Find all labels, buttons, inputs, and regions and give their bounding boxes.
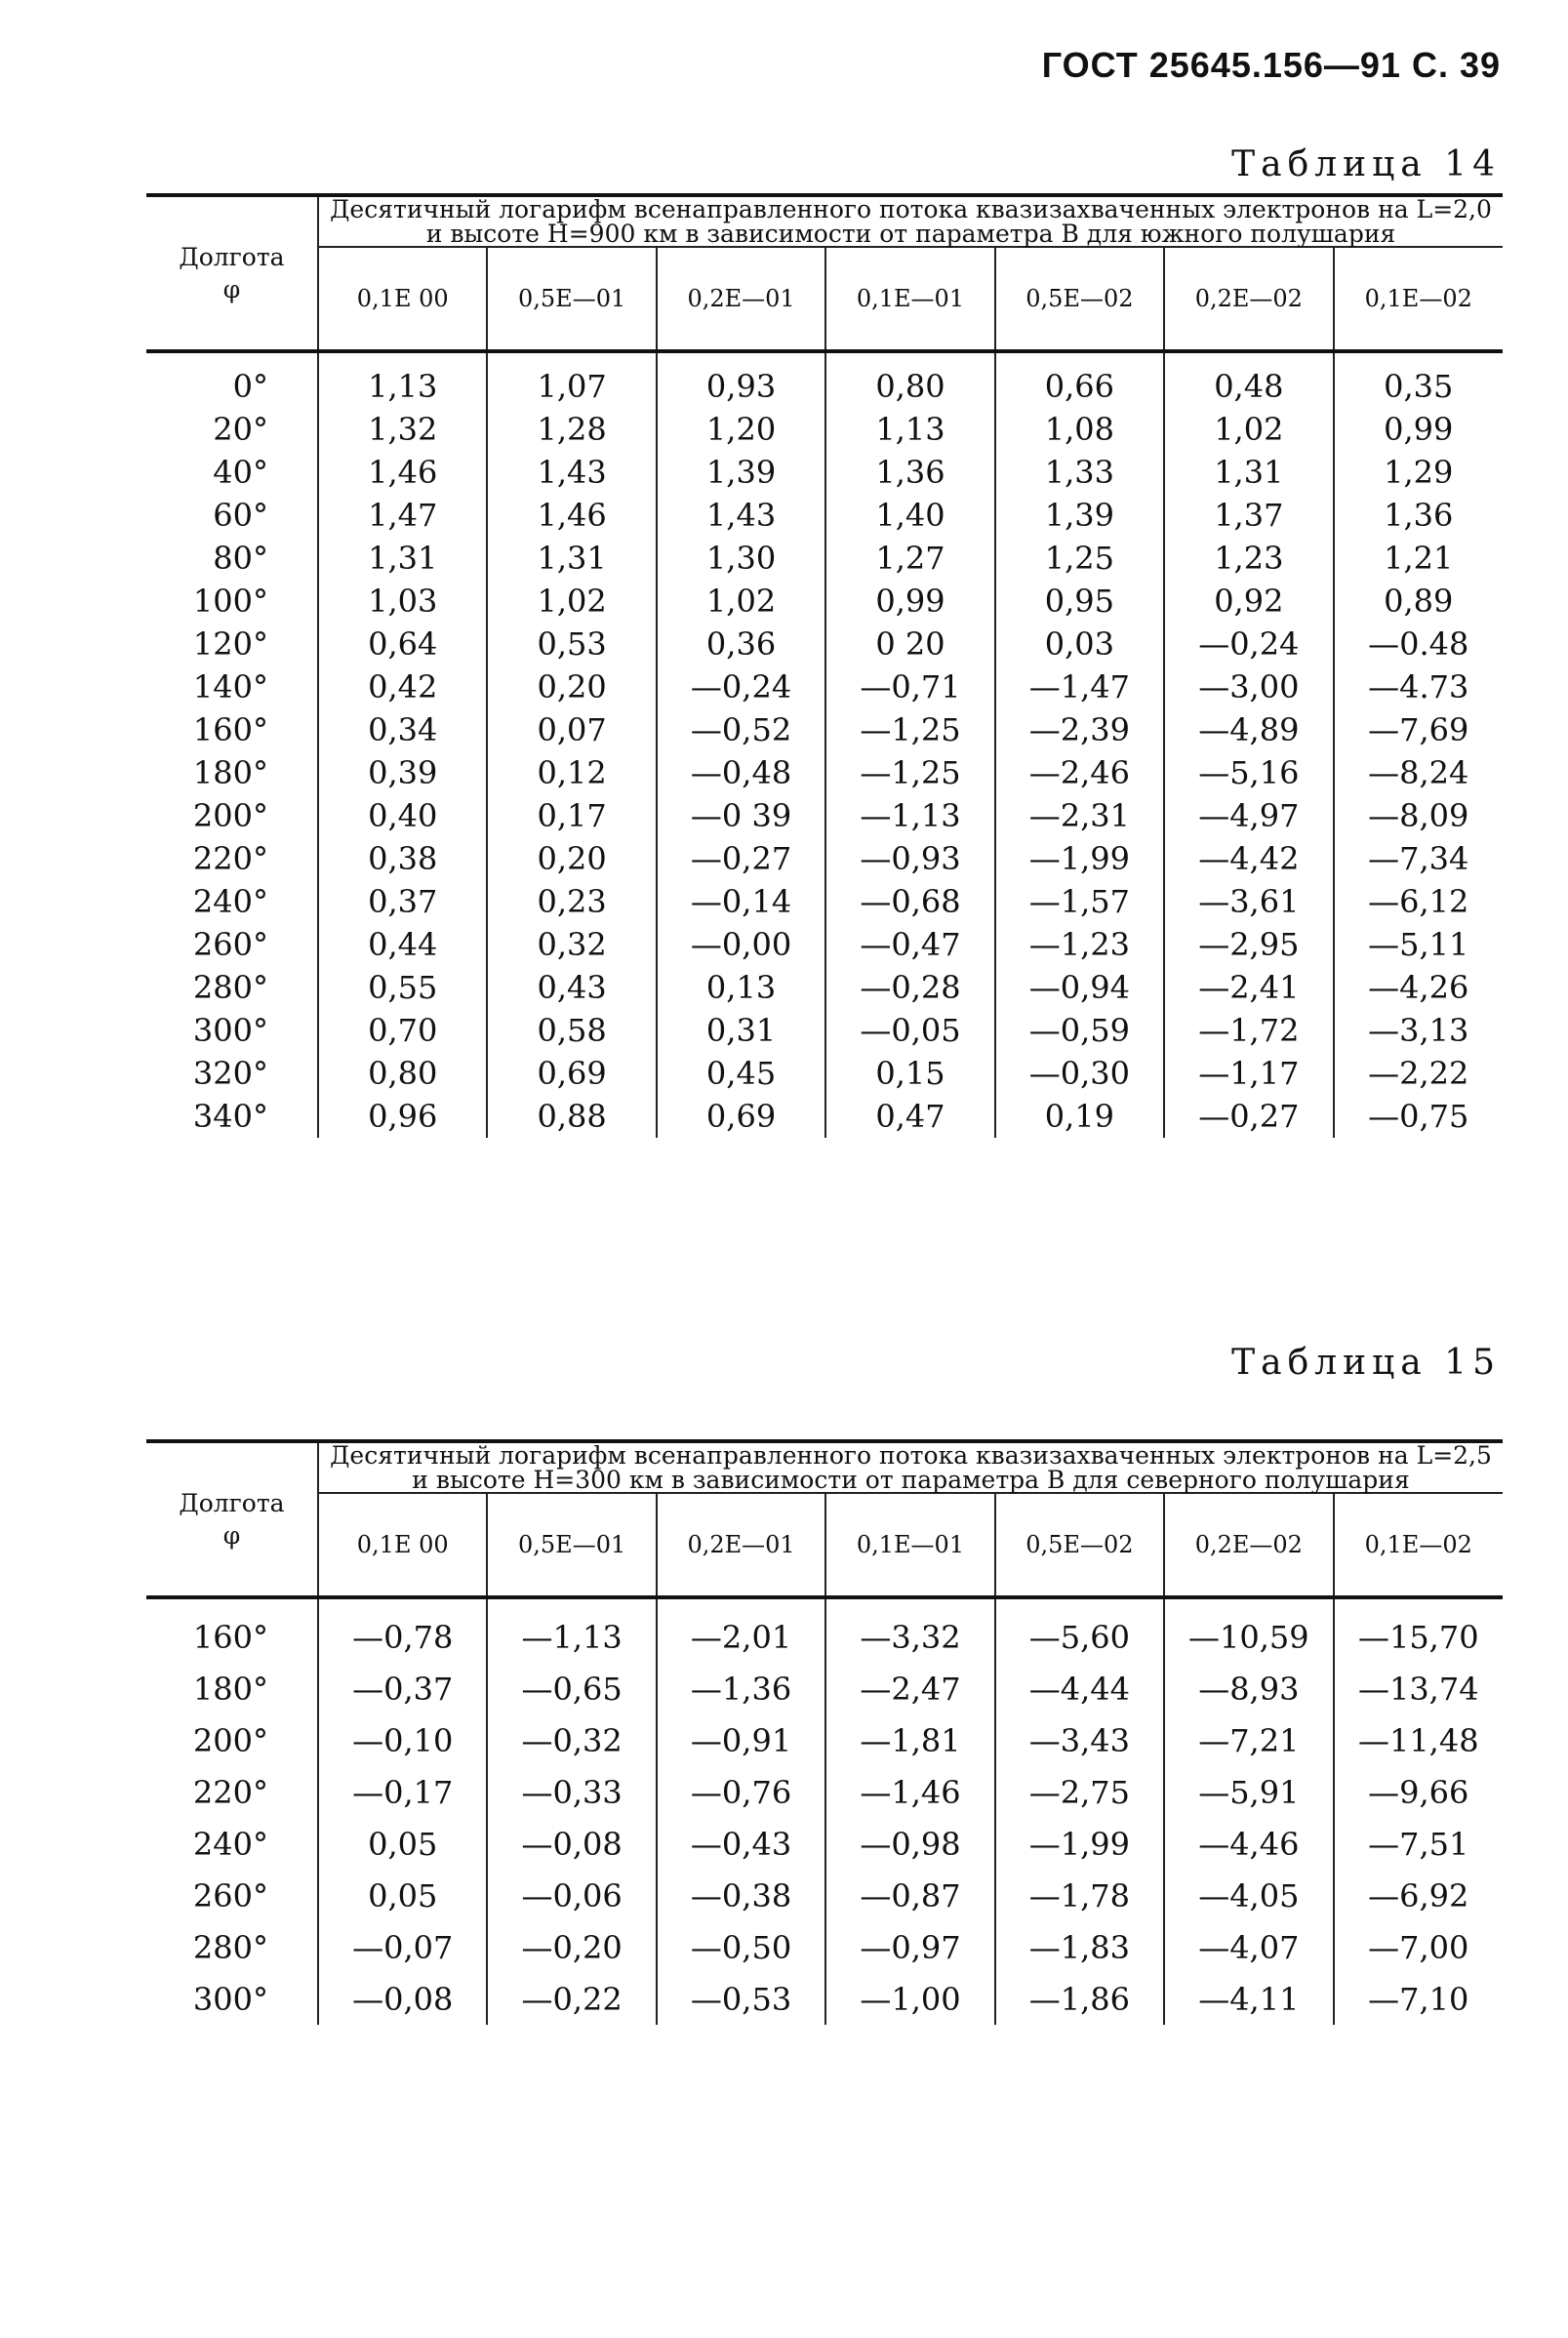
value-cell: 0,23 [487,880,656,923]
value-cell: —10,59 [1164,1611,1333,1663]
value-cell: 1,02 [1164,408,1333,451]
value-cell: 0,15 [825,1052,994,1095]
value-cell: 1,47 [318,494,487,537]
longitude-header [146,1441,318,1597]
value-cell: —0,38 [657,1870,825,1921]
table-row [146,837,1503,880]
value-cell: —2,01 [657,1611,825,1663]
value-cell: 0,42 [318,665,487,708]
table-row [146,880,1503,923]
value-cell: —1,72 [1164,1009,1333,1052]
value-cell: —0,65 [487,1663,656,1714]
value-cell: 0,64 [318,623,487,665]
longitude-cell: 300° [146,1009,318,1052]
spacer-cell [1334,351,1503,365]
value-cell: —1,36 [657,1663,825,1714]
value-cell: —2,22 [1368,1055,1469,1092]
value-cell: —7,00 [1368,1928,1469,1966]
b-column-header: 0,2E—02 [1164,247,1333,351]
value-cell: —0,27 [657,837,825,880]
value-cell: —0,68 [825,880,994,923]
value-cell: 0,05 [318,1870,487,1921]
table-row [146,1973,1503,2025]
value-cell: 1,31 [487,537,656,580]
value-cell: 0,70 [318,1009,487,1052]
b-parameter-header-row [146,1493,1503,1597]
longitude-cell: 160° [146,1611,318,1663]
table-row [146,751,1503,794]
spacer-row [146,1597,1503,1611]
value-cell: 0,80 [318,1052,487,1095]
value-cell: 1,25 [995,537,1164,580]
b-column-header: 0,1E—01 [825,1493,994,1597]
value-cell: —4,11 [1164,1973,1333,2025]
longitude-cell: 180° [146,1663,318,1714]
table-row [146,1818,1503,1870]
value-cell: 0,20 [487,837,656,880]
page-header: ГОСТ 25645.156—91 С. 39 [1041,45,1501,85]
value-cell: 1,39 [995,494,1164,537]
value-cell: —2,41 [1164,966,1333,1009]
table-row [146,794,1503,837]
value-cell: 0,93 [657,365,825,408]
spacer-cell [318,1597,487,1611]
value-cell: 0,17 [487,794,656,837]
value-cell: 0,96 [318,1095,487,1138]
longitude-symbol: φ [222,1521,241,1550]
value-cell: 0,38 [318,837,487,880]
longitude-cell: 200° [146,794,318,837]
value-cell: —2,31 [995,794,1164,837]
value-cell: 1,43 [657,494,825,537]
value-cell: 0,37 [318,880,487,923]
table-15 [146,1439,1503,2025]
longitude-cell: 240° [146,880,318,923]
value-cell: —0,52 [657,708,825,751]
b-column-header: 0,1E 00 [318,247,487,351]
value-cell: 0,07 [487,708,656,751]
value-cell: —0.48 [1368,625,1469,663]
longitude-cell: 260° [146,923,318,966]
value-cell: —7,21 [1164,1714,1333,1766]
value-cell: —4,26 [1368,969,1469,1006]
value-cell: 0,95 [995,580,1164,623]
value-cell: 0,53 [487,623,656,665]
value-cell: —0,71 [825,665,994,708]
value-cell: —5,60 [995,1611,1164,1663]
value-cell: 0,12 [487,751,656,794]
longitude-cell: 220° [146,837,318,880]
value-cell: —4.73 [1368,668,1469,705]
value-cell: 0,48 [1164,365,1333,408]
spacer-cell [1334,1597,1503,1611]
longitude-cell: 20° [146,408,318,451]
b-column-header: 0,5E—01 [487,1493,656,1597]
value-cell: 0,44 [318,923,487,966]
value-cell: 0,55 [318,966,487,1009]
value-cell: —4,44 [995,1663,1164,1714]
longitude-cell: 340° [146,1095,318,1138]
value-cell: —0,05 [825,1009,994,1052]
value-cell: —11,48 [1357,1721,1479,1759]
table-14-grid [146,193,1503,1138]
value-cell: —0,30 [995,1052,1164,1095]
value-cell: —0,53 [657,1973,825,2025]
value-cell: —1,13 [825,794,994,837]
value-cell: 0,92 [1164,580,1333,623]
longitude-cell: 260° [146,1870,318,1921]
value-cell: —0,27 [1164,1095,1333,1138]
value-cell: —4,46 [1164,1818,1333,1870]
value-cell: —1,25 [825,751,994,794]
b-column-header: 0,1E—01 [825,247,994,351]
longitude-label: Долгота [179,243,285,271]
value-cell: 1,30 [657,537,825,580]
value-cell: —0,17 [318,1766,487,1818]
value-cell: —0,97 [825,1921,994,1973]
table-row [146,1714,1503,1766]
longitude-cell: 320° [146,1052,318,1095]
value-cell: 0,80 [825,365,994,408]
spacer-row [146,351,1503,365]
value-cell: 0,99 [825,580,994,623]
value-cell: —4,89 [1164,708,1333,751]
longitude-cell: 0° [146,365,318,408]
value-cell: 1,31 [318,537,487,580]
value-cell: —0,47 [825,923,994,966]
value-cell: —2,47 [825,1663,994,1714]
spacer-cell [318,351,487,365]
spacer-cell [487,351,656,365]
value-cell: —0,76 [657,1766,825,1818]
value-cell: 0,35 [1384,368,1454,405]
table-15-body [146,1597,1503,2025]
spacer-cell [487,1597,656,1611]
longitude-cell: 140° [146,665,318,708]
value-cell: 0,20 [487,665,656,708]
value-cell: 0,47 [825,1095,994,1138]
value-cell: 1,02 [657,580,825,623]
value-cell: —0,78 [318,1611,487,1663]
table-15-caption: Таблица 15 [1231,1343,1501,1383]
value-cell: —0,94 [995,966,1164,1009]
value-cell: —3,13 [1368,1012,1469,1049]
value-cell: —0,24 [657,665,825,708]
b-column-header: 0,1E—02 [1364,1531,1472,1558]
value-cell: —0,08 [487,1818,656,1870]
spacer-cell [1164,351,1333,365]
value-cell: 0,05 [318,1818,487,1870]
value-cell: 0,99 [1384,411,1454,448]
value-cell: 0,34 [318,708,487,751]
spacer-cell [825,1597,994,1611]
value-cell: —1,13 [487,1611,656,1663]
b-column-header: 0,5E—01 [487,247,656,351]
value-cell: —5,16 [1164,751,1333,794]
table-row [146,966,1503,1009]
value-cell: —1,17 [1164,1052,1333,1095]
table-row [146,1870,1503,1921]
value-cell: 0,13 [657,966,825,1009]
table-row [146,537,1503,580]
value-cell: —15,70 [1357,1618,1479,1656]
value-cell: —0,08 [318,1973,487,2025]
longitude-cell: 40° [146,451,318,494]
value-cell: —1,78 [995,1870,1164,1921]
value-cell: 0,03 [995,623,1164,665]
value-cell: 1,39 [657,451,825,494]
value-cell: 0,19 [995,1095,1164,1138]
value-cell: 1,31 [1164,451,1333,494]
spacer-cell [657,1597,825,1611]
value-cell: 1,36 [825,451,994,494]
value-cell: —7,10 [1368,1980,1469,2018]
value-cell: 0,39 [318,751,487,794]
value-cell: 1,03 [318,580,487,623]
value-cell: —1,86 [995,1973,1164,2025]
value-cell: —0,28 [825,966,994,1009]
value-cell: —0,48 [657,751,825,794]
value-cell: 1,28 [487,408,656,451]
value-cell: 0,69 [657,1095,825,1138]
table-row [146,1009,1503,1052]
spacer-cell [995,351,1164,365]
value-cell: —0,33 [487,1766,656,1818]
value-cell: 1,46 [318,451,487,494]
spacer-cell [146,351,318,365]
value-cell: —1,47 [995,665,1164,708]
value-cell: —2,95 [1164,923,1333,966]
value-cell: —3,43 [995,1714,1164,1766]
value-cell: —6,92 [1368,1876,1469,1915]
table-14-caption: Таблица 14 [1231,144,1501,184]
b-column-header: 0,2E—02 [1164,1493,1333,1597]
value-cell: —0,50 [657,1921,825,1973]
value-cell: —1,81 [825,1714,994,1766]
b-column-header: 0,5E—02 [995,247,1164,351]
value-cell: —0,14 [657,880,825,923]
value-cell: —0,93 [825,837,994,880]
value-cell: 0 20 [825,623,994,665]
value-cell: —1,23 [995,923,1164,966]
value-cell: —4,42 [1164,837,1333,880]
longitude-cell: 160° [146,708,318,751]
value-cell: —9,66 [1368,1773,1469,1811]
table-row [146,708,1503,751]
value-cell: —7,34 [1368,840,1469,877]
value-cell: —0,98 [825,1818,994,1870]
longitude-cell: 240° [146,1818,318,1870]
longitude-cell: 120° [146,623,318,665]
b-column-header: 0,1E—02 [1364,285,1472,312]
value-cell: 1,27 [825,537,994,580]
longitude-cell: 180° [146,751,318,794]
value-cell: —13,74 [1357,1670,1479,1708]
value-cell: 1,43 [487,451,656,494]
value-cell: —1,83 [995,1921,1164,1973]
value-cell: —0,32 [487,1714,656,1766]
value-cell: —0,10 [318,1714,487,1766]
value-cell: —0 39 [657,794,825,837]
value-cell: 0,66 [995,365,1164,408]
value-cell: —1,25 [825,708,994,751]
value-cell: 0,32 [487,923,656,966]
value-cell: 1,20 [657,408,825,451]
value-cell: 1,02 [487,580,656,623]
table-row [146,1766,1503,1818]
longitude-cell: 300° [146,1973,318,2025]
value-cell: 1,13 [318,365,487,408]
group-title: Десятичный логарифм всенаправленного потока квазизахваченных электронов на L=2,5 и высоте H=300 км в зависимости от параметра B для северного полушария [318,1441,1503,1493]
value-cell: —0,75 [1368,1098,1469,1135]
value-cell: 0,69 [487,1052,656,1095]
longitude-symbol: φ [222,275,241,303]
value-cell: —0,59 [995,1009,1164,1052]
value-cell: 0,89 [1384,583,1454,620]
table-row [146,451,1503,494]
value-cell: —4,07 [1164,1921,1333,1973]
value-cell: —3,61 [1164,880,1333,923]
table-row [146,408,1503,451]
table-14-body [146,351,1503,1138]
value-cell: 1,23 [1164,537,1333,580]
table-15-grid [146,1439,1503,2025]
value-cell: —1,99 [995,1818,1164,1870]
value-cell: —5,11 [1368,926,1469,963]
value-cell: —7,69 [1368,711,1469,748]
value-cell: —0,91 [657,1714,825,1766]
longitude-cell: 200° [146,1714,318,1766]
value-cell: —0,87 [825,1870,994,1921]
b-column-header: 0,1E 00 [318,1493,487,1597]
b-column-header: 0,5E—02 [995,1493,1164,1597]
value-cell: —2,39 [995,708,1164,751]
value-cell: 1,36 [1384,497,1454,534]
spacer-cell [657,351,825,365]
table-row [146,1921,1503,1973]
value-cell: —1,00 [825,1973,994,2025]
value-cell: 0,40 [318,794,487,837]
spacer-cell [825,351,994,365]
group-title: Десятичный логарифм всенаправленного потока квазизахваченных электронов на L=2,0 и высоте H=900 км в зависимости от параметра B для южного полушария [318,195,1503,247]
value-cell: 1,21 [1384,540,1454,577]
table-row [146,1663,1503,1714]
value-cell: 0,88 [487,1095,656,1138]
value-cell: 1,13 [825,408,994,451]
table-row [146,1052,1503,1095]
value-cell: 0,36 [657,623,825,665]
value-cell: 1,40 [825,494,994,537]
value-cell: 0,58 [487,1009,656,1052]
table-row [146,365,1503,408]
value-cell: —1,46 [825,1766,994,1818]
table-row [146,623,1503,665]
value-cell: —4,05 [1164,1870,1333,1921]
table-row [146,494,1503,537]
value-cell: 1,33 [995,451,1164,494]
value-cell: —0,37 [318,1663,487,1714]
longitude-cell: 280° [146,966,318,1009]
spacer-cell [995,1597,1164,1611]
value-cell: —2,75 [995,1766,1164,1818]
longitude-cell: 280° [146,1921,318,1973]
longitude-cell: 220° [146,1766,318,1818]
value-cell: —2,46 [995,751,1164,794]
value-cell: 1,46 [487,494,656,537]
value-cell: —7,51 [1368,1825,1469,1863]
value-cell: —0,07 [318,1921,487,1973]
value-cell: —0,06 [487,1870,656,1921]
value-cell: 1,07 [487,365,656,408]
value-cell: —0,24 [1164,623,1333,665]
value-cell: —5,91 [1164,1766,1333,1818]
b-column-header: 0,2E—01 [657,247,825,351]
value-cell: —6,12 [1368,883,1469,920]
value-cell: —0,00 [657,923,825,966]
value-cell: —4,97 [1164,794,1333,837]
table-14 [146,193,1503,1138]
value-cell: 1,29 [1384,454,1454,491]
value-cell: —1,57 [995,880,1164,923]
value-cell: —0,20 [487,1921,656,1973]
table-row [146,665,1503,708]
spacer-cell [1164,1597,1333,1611]
longitude-cell: 80° [146,537,318,580]
value-cell: 0,43 [487,966,656,1009]
b-parameter-header-row [146,247,1503,351]
longitude-cell: 100° [146,580,318,623]
value-cell: 1,32 [318,408,487,451]
value-cell: 0,31 [657,1009,825,1052]
value-cell: —3,00 [1164,665,1333,708]
value-cell: —0,22 [487,1973,656,2025]
table-row [146,1611,1503,1663]
longitude-label: Долгота [179,1489,285,1517]
value-cell: —8,09 [1368,797,1469,834]
value-cell: —3,32 [825,1611,994,1663]
value-cell: —1,99 [995,837,1164,880]
value-cell: —8,93 [1164,1663,1333,1714]
longitude-header [146,195,318,351]
table-row [146,1095,1503,1138]
b-column-header: 0,2E—01 [657,1493,825,1597]
value-cell: —8,24 [1368,754,1469,791]
spacer-cell [146,1597,318,1611]
longitude-cell: 60° [146,494,318,537]
value-cell: —0,43 [657,1818,825,1870]
value-cell: 1,37 [1164,494,1333,537]
table-row [146,923,1503,966]
table-row [146,580,1503,623]
value-cell: 0,45 [657,1052,825,1095]
value-cell: 1,08 [995,408,1164,451]
